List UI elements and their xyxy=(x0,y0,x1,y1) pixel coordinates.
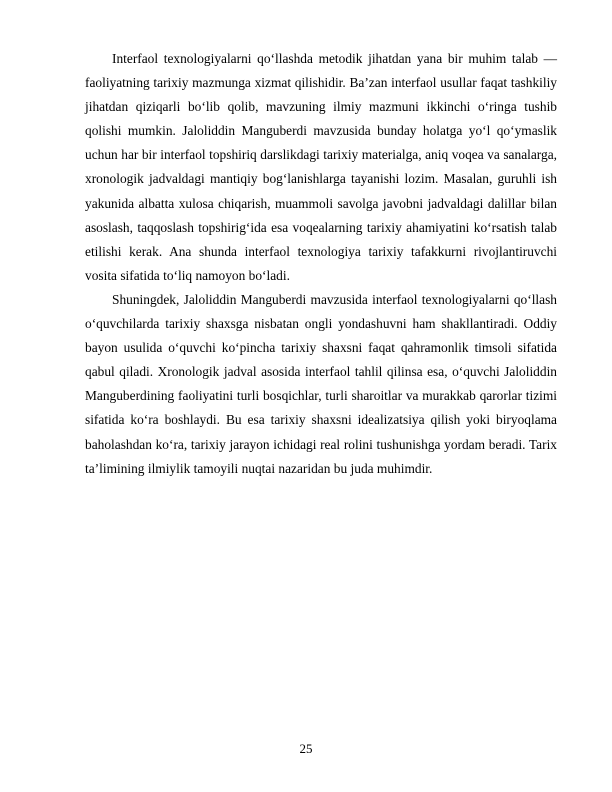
paragraph-interfaol-methodology: Interfaol texnologiyalarni qo‘llashda metodik jihatdan yana bir muhim talab — faoliyatning tarixiy mazmunga xizmat qilishidir. Ba’zan interfaol usullar faqat tashkiliy jihatdan qiziqarli bo‘lib qolib, mavzuning ilmiy mazmuni ikkinchi o‘ringa tushib qolishi mumkin. Jaloliddin Manguberdi mavzusida bunday holatga yo‘l qo‘ymaslik uchun har bir interfaol topshiriq darslikdagi tarixiy materialga, aniq voqea va sanalarga, xronologik jadvaldagi mantiqiy bog‘lanishlarga tayanishi lozim. Masalan, guruhli ish yakunida albatta xulosa chiqarish, muammoli savolga javobni jadvaldagi dalillar bilan asoslash, taqqoslash topshirig‘ida esa voqealarning tarixiy ahamiyatini ko‘rsatish talab etilishi kerak. Ana shunda interfaol texnologiya tarixiy tafakkurni rivojlantiruvchi vosita sifatida to‘liq namoyon bo‘ladi. xyxy=(85,51,557,283)
page-number: 25 xyxy=(299,741,313,756)
paragraph-historical-personality: Shuningdek, Jaloliddin Manguberdi mavzusida interfaol texnologiyalarni qo‘llash o‘quvchilarda tarixiy shaxsga nisbatan ongli yondashuvni ham shakllantiradi. Oddiy bayon usulida o‘quvchi ko‘pincha tarixiy shaxsni faqat qahramonlik timsoli sifatida qabul qiladi. Xronologik jadval asosida interfaol tahlil qilinsa esa, o‘quvchi Jaloliddin Manguberdining faoliyatini turli bosqichlar, turli sharoitlar va murakkab qarorlar tizimi sifatida ko‘ra boshlaydi. Bu esa tarixiy shaxsni idealizatsiya qilish yoki biryoqlama baholashdan ko‘ra, tarixiy jarayon ichidagi real rolini tushunishga yordam beradi. Tarix ta’limining ilmiylik tamoyili nuqtai nazaridan bu juda muhimdir. xyxy=(85,291,557,476)
body-text xyxy=(85,47,557,481)
